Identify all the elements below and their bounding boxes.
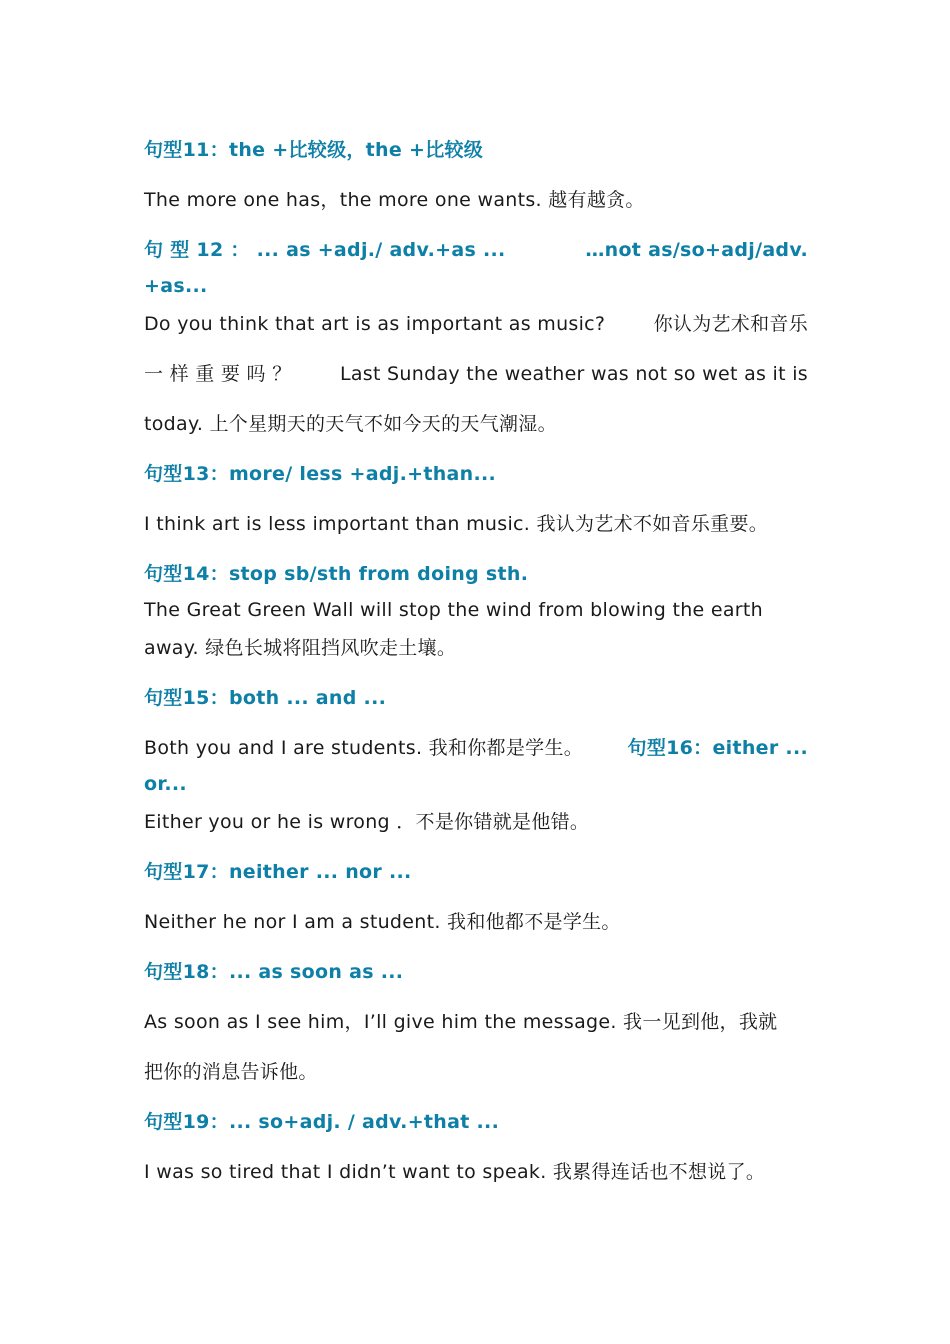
pattern-12-example-line2 (144, 362, 808, 386)
pattern-15-heading: 句型15：both ... and ... (144, 687, 387, 709)
pattern-18-example-line1: As soon as I see him，I’ll give him the message. 我一见到他，我就 (144, 1011, 778, 1033)
pattern-12-heading-left: 句 型 12 ： ... as +adj./ adv.+as ... (144, 239, 506, 261)
pattern-19-example: I was so tired that I didn’t want to speak. 我累得连话也不想说了。 (144, 1161, 766, 1183)
pattern-12-example-line3: today. 上个星期天的天气不如今天的天气潮湿。 (144, 413, 557, 435)
pattern-13-heading: 句型13：more/ less +adj.+than... (144, 463, 497, 485)
pattern-12-example-line1 (144, 312, 808, 336)
pattern-17-heading: 句型17：neither ... nor ... (144, 861, 412, 883)
pattern-18-example-line2: 把你的消息告诉他。 (144, 1061, 318, 1083)
pattern-14-example-line2: away. 绿色长城将阻挡风吹走土壤。 (144, 637, 457, 659)
pattern-16-example: Either you or he is wrong ．不是你错就是他错。 (144, 811, 590, 833)
pattern-12-heading-right: …not as/so+adj/adv. (585, 239, 808, 261)
pattern-19-heading: 句型19：... so+adj. / adv.+that ... (144, 1111, 500, 1133)
pattern-16-heading-line2: or... (144, 773, 187, 795)
pattern-14-example-line1: The Great Green Wall will stop the wind from blowing the earth (144, 599, 764, 621)
pattern-12-heading-line2: +as... (144, 275, 208, 297)
pattern-15-example: Both you and I are students. 我和你都是学生。 (144, 737, 584, 759)
pattern-16-heading-line1: 句型16：either ... (627, 737, 808, 759)
pattern-12-example-line2-right: Last Sunday the weather was not so wet as it is (339, 363, 808, 385)
pattern-15-example-line (144, 736, 808, 760)
pattern-13-example: I think art is less important than music. 我认为艺术不如音乐重要。 (144, 513, 769, 535)
pattern-12-example-line1-right: 你认为艺术和音乐 (653, 313, 808, 335)
pattern-11-heading: 句型11：the +比较级，the +比较级 (144, 139, 484, 161)
pattern-12-example-line2-left: 一 样 重 要 吗 ？ (144, 363, 292, 385)
pattern-12-example-line1-left: Do you think that art is as important as music? (144, 313, 606, 335)
pattern-11-example: The more one has，the more one wants. 越有越贪。 (144, 189, 645, 211)
pattern-17-example: Neither he nor I am a student. 我和他都不是学生。 (144, 911, 621, 933)
pattern-14-heading: 句型14：stop sb/sth from doing sth. (144, 563, 529, 585)
pattern-12-heading-line1 (144, 238, 808, 262)
pattern-18-heading: 句型18：... as soon as ... (144, 961, 404, 983)
